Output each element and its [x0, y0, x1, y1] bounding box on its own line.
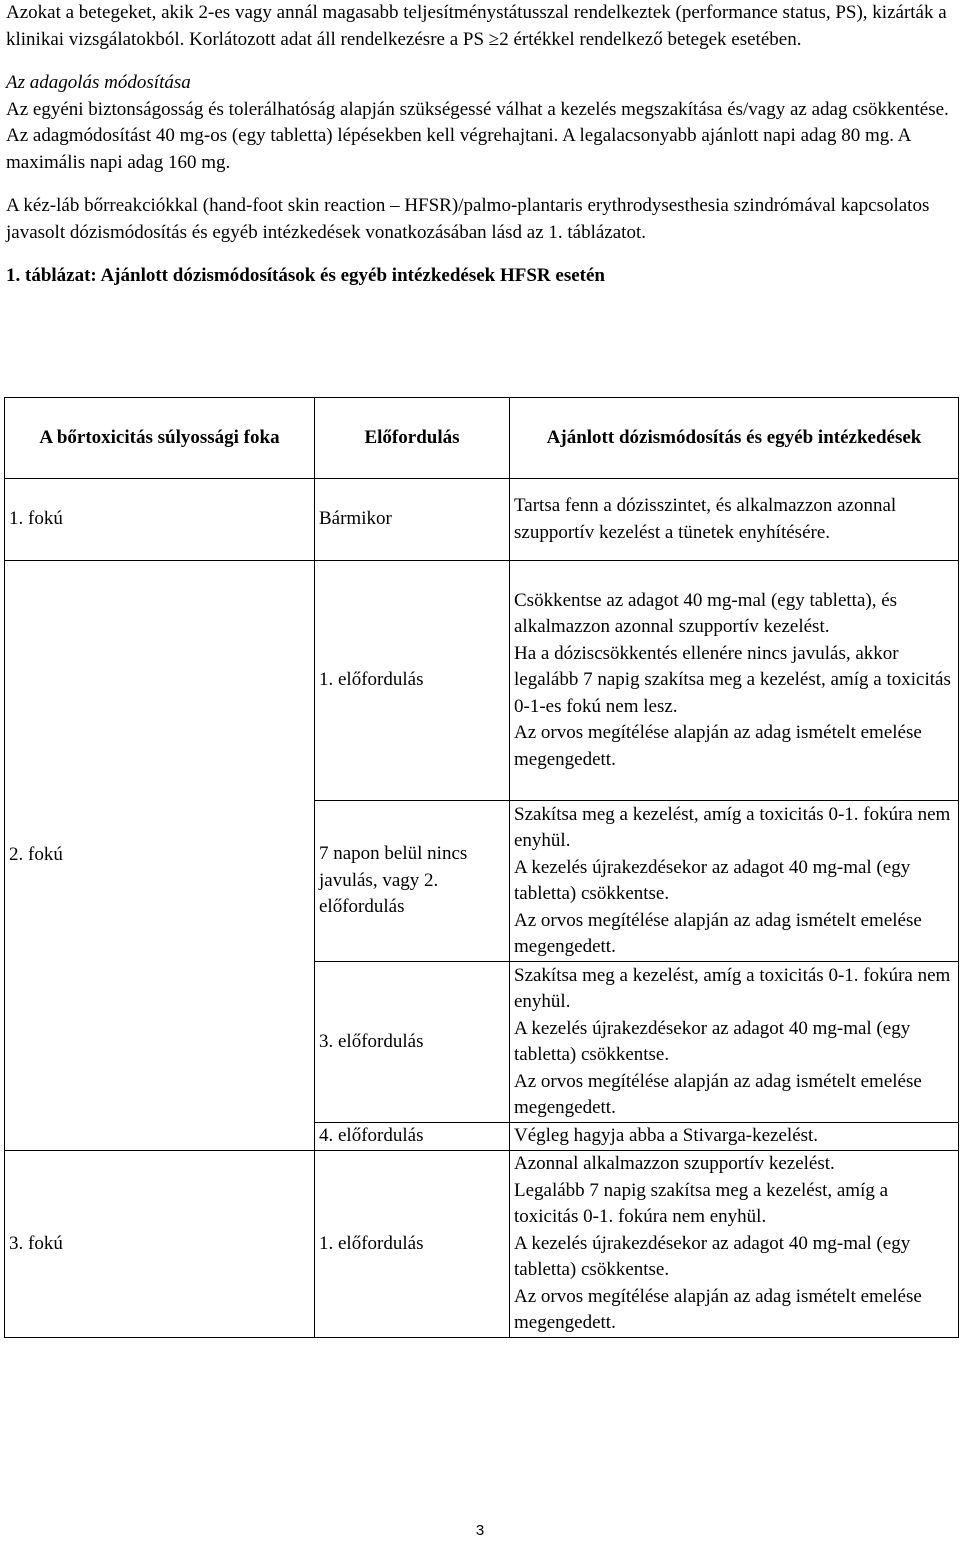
- occurrence-cell: 1. előfordulás: [315, 561, 510, 801]
- action-line: A kezelés újrakezdésekor az adagot 40 mg-mal (egy tabletta) csökkentse.: [514, 856, 911, 904]
- grade-cell: 3. fokú: [5, 1151, 315, 1338]
- action-line: A kezelés újrakezdésekor az adagot 40 mg-mal (egy tabletta) csökkentse.: [514, 1232, 911, 1280]
- table-header-row: [5, 398, 959, 479]
- action-line: Azonnal alkalmazzon szupportív kezelést.: [514, 1153, 835, 1174]
- action-line: Csökkentse az adagot 40 mg-mal (egy tabletta), és alkalmazzon azonnal szupportív kezelést.: [514, 589, 898, 638]
- document-page: [6, 0, 956, 290]
- occurrence-cell: 3. előfordulás: [315, 962, 510, 1123]
- table-title: 1. táblázat: Ajánlott dózismódosítások és egyéb intézkedések HFSR esetén: [6, 265, 605, 286]
- table-row: [5, 561, 959, 801]
- action-line: A kezelés újrakezdésekor az adagot 40 mg-mal (egy tabletta) csökkentse.: [514, 1017, 911, 1065]
- action-line: Az orvos megítélése alapján az adag ismételt emelése megengedett.: [514, 1070, 922, 1118]
- action-line: Az orvos megítélése alapján az adag ismételt emelése megengedett.: [514, 909, 922, 957]
- action-cell: [510, 1123, 959, 1151]
- action-line: Szakítsa meg a kezelést, amíg a toxicitás 0-1. fokúra nem enyhül.: [514, 964, 951, 1012]
- section-heading-dose-modification: Az adagolás módosítása: [6, 72, 191, 93]
- paragraph-ps-status: Azokat a betegeket, akik 2-es vagy annál magasabb teljesítménystátusszal rendelkeztek (performance status, PS), kizárták a klinikai vizsgálatokból. Korlátozott adat áll rendelkezésre a PS ≥2 értékkel rendelkező betegek esetében.: [6, 2, 947, 50]
- action-line: Az orvos megítélése alapján az adag ismételt emelése megengedett.: [514, 722, 922, 770]
- page-number: 3: [475, 1522, 485, 1539]
- occurrence-cell: 7 napon belül nincs javulás, vagy 2. előfordulás: [315, 801, 510, 962]
- action-line: Az orvos megítélése alapján az adag ismételt emelése megengedett.: [514, 1285, 922, 1333]
- action-cell: [510, 801, 959, 962]
- action-line: Végleg hagyja abba a Stivarga-kezelést.: [514, 1125, 819, 1147]
- table-row: [5, 1151, 959, 1338]
- paragraph-hfsr: A kéz-láb bőrreakciókkal (hand-foot skin reaction – HFSR)/palmo-plantaris erythrodysesthesia szindrómával kapcsolatos javasolt dózismódosítás és egyéb intézkedések vonatkozásában lásd az 1. táblázatot.: [6, 195, 930, 243]
- action-cell: [510, 1151, 959, 1338]
- header-severity: A bőrtoxicitás súlyossági foka: [5, 398, 315, 479]
- paragraph-dose-modification: Az egyéni biztonságosság és tolerálhatóság alapján szükségessé válhat a kezelés megszakítása és/vagy az adag csökkentése. Az adagmódosítást 40 mg-os (egy tabletta) lépésekben kell végrehajtani. A legalacsonyabb ajánlott napi adag 80 mg. A maximális napi adag 160 mg.: [6, 98, 949, 173]
- action-line: Szakítsa meg a kezelést, amíg a toxicitás 0-1. fokúra nem enyhül.: [514, 803, 951, 851]
- header-action: Ajánlott dózismódosítás és egyéb intézkedések: [510, 398, 959, 479]
- action-line: Legalább 7 napig szakítsa meg a kezelést, amíg a toxicitás 0-1. fokúra nem enyhül.: [514, 1179, 889, 1227]
- occurrence-cell: 1. előfordulás: [315, 1151, 510, 1338]
- action-cell: [510, 561, 959, 801]
- grade-cell: 2. fokú: [5, 561, 315, 1151]
- action-line: Ha a dóziscsökkentés ellenére nincs javulás, akkor legalább 7 napig szakítsa meg a kezelést, amíg a toxicitás 0-1-es fokú nem lesz.: [514, 642, 951, 717]
- action-cell: Tartsa fenn a dózisszintet, és alkalmazzon azonnal szupportív kezelést a tünetek enyhítésére.: [510, 479, 959, 561]
- occurrence-cell: 4. előfordulás: [315, 1123, 510, 1151]
- occurrence-cell: Bármikor: [315, 479, 510, 561]
- hfsr-dose-table: [4, 397, 959, 1338]
- grade-cell: 1. fokú: [5, 479, 315, 561]
- action-cell: [510, 962, 959, 1123]
- table-row: [5, 479, 959, 561]
- header-occurrence: Előfordulás: [315, 398, 510, 479]
